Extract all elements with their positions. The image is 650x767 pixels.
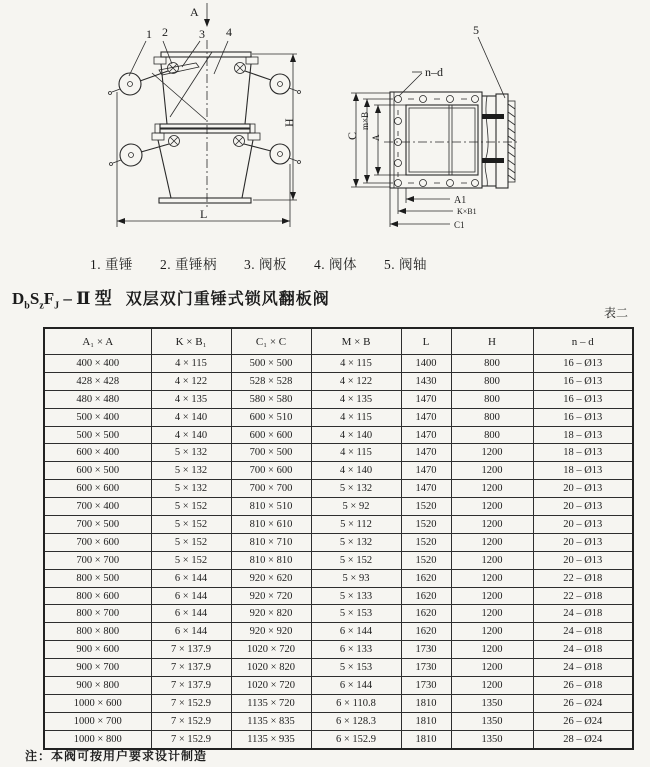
callout-1: 1 — [146, 27, 152, 41]
caption-item: 5. 阀轴 — [384, 257, 427, 272]
table-cell: 18 – Ø13 — [533, 462, 633, 480]
table-cell: 900 × 800 — [44, 677, 151, 695]
table-cell: 700 × 600 — [231, 462, 311, 480]
table-cell: 600 × 510 — [231, 408, 311, 426]
table-cell: 22 – Ø18 — [533, 587, 633, 605]
col-header-a1xa: A₁ × A — [44, 328, 151, 355]
table-cell: 6 × 110.8 — [311, 694, 401, 712]
table-cell: 7 × 137.9 — [151, 677, 231, 695]
table-cell: 1350 — [451, 730, 533, 748]
table-cell: 810 × 610 — [231, 516, 311, 534]
table-cell: 18 – Ø13 — [533, 444, 633, 462]
table-cell: 1200 — [451, 677, 533, 695]
col-header-nd: n – d — [533, 328, 633, 355]
table-cell: 920 × 720 — [231, 587, 311, 605]
table-cell: 1350 — [451, 694, 533, 712]
table-cell: 24 – Ø18 — [533, 659, 633, 677]
table-cell: 1020 × 820 — [231, 659, 311, 677]
table-cell: 4 × 122 — [151, 372, 231, 390]
table-cell: 5 × 152 — [151, 516, 231, 534]
table-cell: 700 × 700 — [44, 551, 151, 569]
table-row — [44, 694, 633, 712]
valve-drawing-svg — [0, 0, 650, 250]
table-cell: 400 × 400 — [44, 355, 151, 373]
col-header-kxb1: K × B₁ — [151, 328, 231, 355]
table-cell: 5 × 153 — [311, 659, 401, 677]
table-cell: 1200 — [451, 623, 533, 641]
table-cell: 24 – Ø18 — [533, 641, 633, 659]
table-cell: 4 × 122 — [311, 372, 401, 390]
table-row — [44, 605, 633, 623]
table-cell: 6 × 144 — [151, 587, 231, 605]
table-cell: 920 × 820 — [231, 605, 311, 623]
table-cell: 7 × 152.9 — [151, 730, 231, 748]
spec-table-body — [44, 355, 633, 749]
table-cell: 1135 × 935 — [231, 730, 311, 748]
shaft-housing — [482, 94, 515, 188]
table-cell: 1810 — [401, 694, 451, 712]
caption-item: 3. 阀板 — [244, 257, 287, 272]
dim-label-kxb1: K×B1 — [457, 207, 477, 216]
table-cell: 1520 — [401, 498, 451, 516]
dim-h — [282, 54, 296, 200]
table-cell: 4 × 140 — [311, 426, 401, 444]
table-row — [44, 355, 633, 373]
front-view — [109, 3, 301, 227]
table-row — [44, 480, 633, 498]
table-cell: 580 × 580 — [231, 390, 311, 408]
table-cell: 700 × 500 — [44, 516, 151, 534]
table-cell: 1200 — [451, 444, 533, 462]
section-arrowhead-icon — [204, 19, 210, 27]
col-header-h: H — [451, 328, 533, 355]
table-cell: 6 × 152.9 — [311, 730, 401, 748]
table-row — [44, 498, 633, 516]
section-label-a: A — [190, 5, 199, 19]
table-cell: 16 – Ø13 — [533, 355, 633, 373]
col-header-c1xc: C₁ × C — [231, 328, 311, 355]
table-cell: 4 × 140 — [151, 408, 231, 426]
dim-l — [117, 92, 290, 227]
dim-label-c1: C1 — [454, 220, 465, 230]
table-row — [44, 372, 633, 390]
table-cell: 810 × 710 — [231, 533, 311, 551]
bolt-note-label: n–d — [425, 65, 443, 79]
table-cell: 6 × 144 — [311, 677, 401, 695]
callouts — [129, 25, 232, 76]
bolt-holes — [395, 96, 479, 187]
table-cell: 700 × 400 — [44, 498, 151, 516]
parts-caption — [90, 253, 560, 273]
table-cell: 920 × 620 — [231, 569, 311, 587]
table-cell: 1520 — [401, 551, 451, 569]
table-cell: 500 × 500 — [231, 355, 311, 373]
table-cell: 800 × 500 — [44, 569, 151, 587]
table-row — [44, 587, 633, 605]
dim-a1 — [406, 188, 466, 206]
col-header-mxb: M × B — [311, 328, 401, 355]
table-row — [44, 623, 633, 641]
table-cell: 26 – Ø18 — [533, 677, 633, 695]
table-cell: 1000 × 800 — [44, 730, 151, 748]
table-cell: 1470 — [401, 426, 451, 444]
table-cell: 800 — [451, 355, 533, 373]
table-row — [44, 533, 633, 551]
table-cell: 1020 × 720 — [231, 677, 311, 695]
table-cell: 1200 — [451, 587, 533, 605]
table-cell: 1135 × 835 — [231, 712, 311, 730]
table-cell: 22 – Ø18 — [533, 569, 633, 587]
table-cell: 600 × 600 — [231, 426, 311, 444]
table-row — [44, 408, 633, 426]
table-cell: 5 × 153 — [311, 605, 401, 623]
table-cell: 1200 — [451, 533, 533, 551]
table-cell: 500 × 500 — [44, 426, 151, 444]
table-cell: 28 – Ø24 — [533, 730, 633, 748]
table-cell: 24 – Ø18 — [533, 623, 633, 641]
table-cell: 428 × 428 — [44, 372, 151, 390]
table-cell: 5 × 152 — [151, 498, 231, 516]
caption-item: 4. 阀体 — [314, 257, 357, 272]
table-cell: 1620 — [401, 605, 451, 623]
table-cell: 20 – Ø13 — [533, 498, 633, 516]
table-cell: 6 × 144 — [151, 623, 231, 641]
table-cell: 1200 — [451, 641, 533, 659]
table-cell: 4 × 135 — [311, 390, 401, 408]
top-flange — [154, 52, 297, 64]
table-cell: 5 × 152 — [311, 551, 401, 569]
lower-body — [158, 140, 297, 203]
table-cell: 1470 — [401, 408, 451, 426]
table-cell: 1000 × 700 — [44, 712, 151, 730]
table-cell: 600 × 600 — [44, 480, 151, 498]
callout-5: 5 — [473, 23, 479, 37]
callout-3: 3 — [199, 27, 205, 41]
table-cell: 1520 — [401, 533, 451, 551]
table-cell: 1430 — [401, 372, 451, 390]
table-cell: 1620 — [401, 623, 451, 641]
table-cell: 800 — [451, 408, 533, 426]
table-cell: 900 × 700 — [44, 659, 151, 677]
table-cell: 6 × 144 — [151, 605, 231, 623]
table-cell: 5 × 132 — [311, 533, 401, 551]
table-cell: 5 × 152 — [151, 533, 231, 551]
table-cell: 4 × 115 — [311, 444, 401, 462]
table-cell: 4 × 115 — [311, 355, 401, 373]
table-cell: 1730 — [401, 677, 451, 695]
table-cell: 20 – Ø13 — [533, 533, 633, 551]
table-cell: 16 – Ø13 — [533, 390, 633, 408]
table-cell: 1000 × 600 — [44, 694, 151, 712]
table-cell: 6 × 144 — [151, 569, 231, 587]
table-cell: 528 × 528 — [231, 372, 311, 390]
caption-item: 1. 重锤 — [90, 257, 133, 272]
table-cell: 20 – Ø13 — [533, 516, 633, 534]
table-cell: 800 × 600 — [44, 587, 151, 605]
table-cell: 700 × 600 — [44, 533, 151, 551]
table-cell: 810 × 510 — [231, 498, 311, 516]
table-cell: 5 × 132 — [311, 480, 401, 498]
table-cell: 1620 — [401, 569, 451, 587]
table-cell: 1730 — [401, 659, 451, 677]
table-cell: 600 × 500 — [44, 462, 151, 480]
table-cell: 1020 × 720 — [231, 641, 311, 659]
spec-table — [43, 327, 634, 750]
table-cell: 700 × 500 — [231, 444, 311, 462]
dim-label-mxb: m×B — [360, 111, 370, 130]
table-cell: 4 × 115 — [151, 355, 231, 373]
table-cell: 5 × 132 — [151, 462, 231, 480]
table-cell: 5 × 133 — [311, 587, 401, 605]
table-cell: 1470 — [401, 444, 451, 462]
table-cell: 700 × 700 — [231, 480, 311, 498]
table-cell: 500 × 400 — [44, 408, 151, 426]
table-cell: 1730 — [401, 641, 451, 659]
table-cell: 24 – Ø18 — [533, 605, 633, 623]
table-cell: 4 × 135 — [151, 390, 231, 408]
footer-note: 注：本阀可按用户要求设计制造 — [25, 749, 208, 763]
table-cell: 800 — [451, 426, 533, 444]
table-cell: 1810 — [401, 730, 451, 748]
table-cell: 5 × 132 — [151, 480, 231, 498]
table-cell: 1470 — [401, 390, 451, 408]
table-row — [44, 730, 633, 748]
table-cell: 800 — [451, 390, 533, 408]
table-cell: 600 × 400 — [44, 444, 151, 462]
side-view — [345, 23, 520, 230]
table-cell: 1350 — [451, 712, 533, 730]
table-row — [44, 516, 633, 534]
dim-label-c: C — [345, 131, 359, 140]
dim-label-l: L — [200, 207, 208, 221]
table-cell: 5 × 93 — [311, 569, 401, 587]
table-row — [44, 551, 633, 569]
table-cell: 4 × 115 — [311, 408, 401, 426]
dim-label-h: H — [282, 118, 296, 127]
table-cell: 1620 — [401, 587, 451, 605]
callout-2: 2 — [162, 25, 168, 39]
table-row — [44, 677, 633, 695]
table-cell: 1200 — [451, 498, 533, 516]
table-cell: 1200 — [451, 462, 533, 480]
table-cell: 800 × 700 — [44, 605, 151, 623]
table-cell: 16 – Ø13 — [533, 408, 633, 426]
table-cell: 1200 — [451, 569, 533, 587]
lower-weights — [110, 133, 301, 166]
table-cell: 7 × 152.9 — [151, 694, 231, 712]
table-cell: 1200 — [451, 659, 533, 677]
table-row — [44, 390, 633, 408]
table-cell: 1520 — [401, 516, 451, 534]
valve-drawings — [0, 0, 650, 250]
table-cell: 1200 — [451, 480, 533, 498]
dim-label-a1: A1 — [454, 195, 467, 206]
table-row — [44, 444, 633, 462]
table-number-tag: 表二 — [603, 306, 628, 320]
table-cell: 480 × 480 — [44, 390, 151, 408]
model-name: 双层双门重锤式锁风翻板阀 — [125, 291, 330, 308]
dim-label-a: A — [371, 134, 381, 141]
side-flange — [390, 92, 482, 188]
table-cell: 6 × 133 — [311, 641, 401, 659]
table-cell: 1200 — [451, 516, 533, 534]
table-cell: 5 × 152 — [151, 551, 231, 569]
table-cell: 800 — [451, 372, 533, 390]
table-row — [44, 462, 633, 480]
table-cell: 1135 × 720 — [231, 694, 311, 712]
model-code: $D_bS_zF_J$ – Ⅱ 型 — [12, 289, 112, 312]
table-cell: 1400 — [401, 355, 451, 373]
table-cell: 1470 — [401, 480, 451, 498]
table-cell: 1810 — [401, 712, 451, 730]
table-cell: 26 – Ø24 — [533, 712, 633, 730]
callout-4: 4 — [226, 25, 232, 39]
table-cell: 800 × 800 — [44, 623, 151, 641]
upper-valve-plate — [152, 52, 212, 120]
table-cell: 6 × 128.3 — [311, 712, 401, 730]
table-row — [44, 569, 633, 587]
table-cell: 26 – Ø24 — [533, 694, 633, 712]
table-cell: 810 × 810 — [231, 551, 311, 569]
table-cell: 20 – Ø13 — [533, 480, 633, 498]
table-cell: 5 × 132 — [151, 444, 231, 462]
table-cell: 5 × 92 — [311, 498, 401, 516]
table-cell: 7 × 137.9 — [151, 641, 231, 659]
table-cell: 18 – Ø13 — [533, 426, 633, 444]
table-row — [44, 659, 633, 677]
table-cell: 7 × 137.9 — [151, 659, 231, 677]
col-header-l: L — [401, 328, 451, 355]
table-cell: 4 × 140 — [151, 426, 231, 444]
table-cell: 1470 — [401, 462, 451, 480]
table-cell: 1200 — [451, 605, 533, 623]
table-cell: 4 × 140 — [311, 462, 401, 480]
upper-weights — [109, 63, 301, 96]
spec-table-header — [44, 328, 633, 355]
middle-flange — [155, 124, 255, 133]
table-cell: 7 × 152.9 — [151, 712, 231, 730]
table-cell: 16 – Ø13 — [533, 372, 633, 390]
table-cell: 900 × 600 — [44, 641, 151, 659]
table-cell: 920 × 920 — [231, 623, 311, 641]
table-row — [44, 426, 633, 444]
table-cell: 5 × 112 — [311, 516, 401, 534]
table-cell: 1200 — [451, 551, 533, 569]
table-cell: 20 – Ø13 — [533, 551, 633, 569]
table-cell: 6 × 144 — [311, 623, 401, 641]
caption-item: 2. 重锤柄 — [160, 257, 217, 272]
table-row — [44, 641, 633, 659]
dim-c — [345, 93, 390, 187]
page-title — [12, 284, 638, 311]
table-row — [44, 712, 633, 730]
